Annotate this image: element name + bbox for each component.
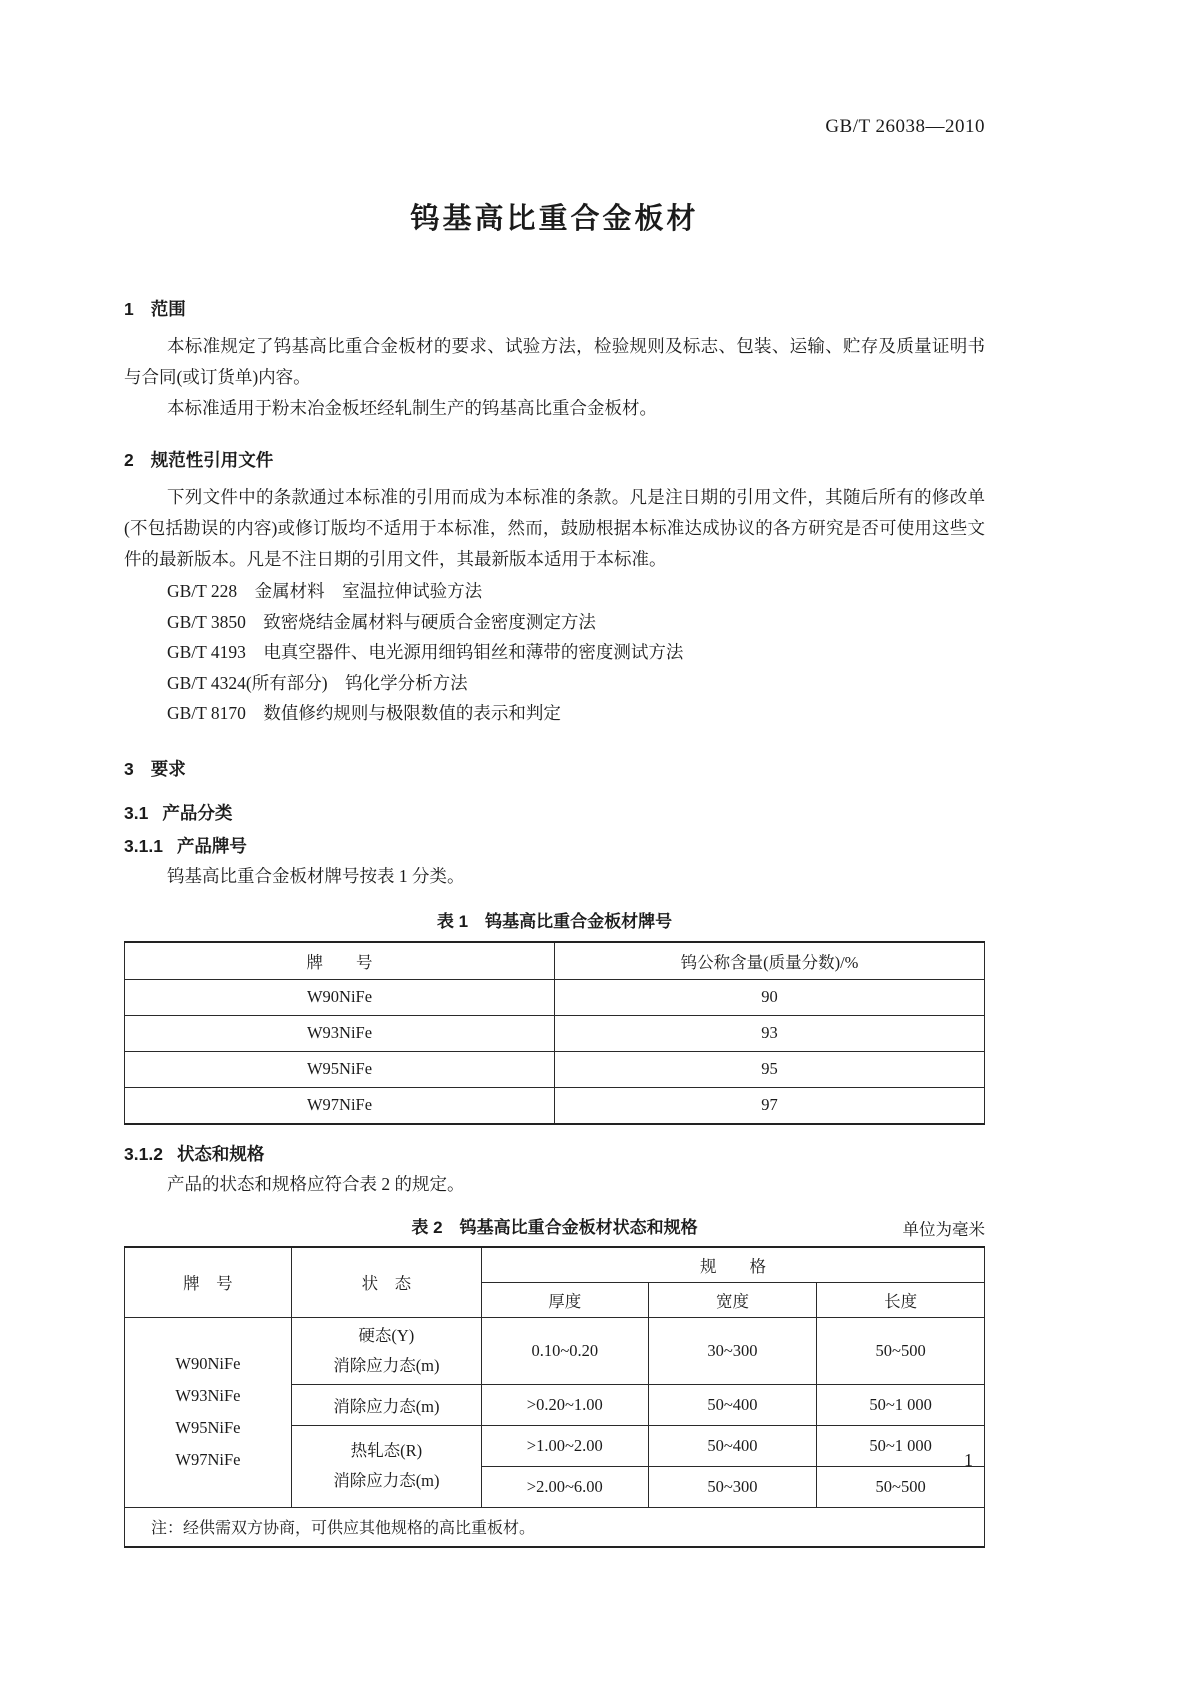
table-row [125, 979, 985, 1015]
table-2-col-state: 状 态 [291, 1247, 481, 1318]
width-cell: 50~300 [648, 1466, 817, 1507]
section-3-1-1-number: 3.1.1 [124, 835, 163, 856]
section-3-1-heading [124, 801, 985, 825]
section-3-1-1-paragraph: 钨基高比重合金板材牌号按表 1 分类。 [167, 865, 465, 886]
section-2-number: 2 [124, 450, 134, 470]
section-3-1-title: 产品分类 [162, 802, 233, 823]
state-line: 硬态(Y) [358, 1325, 415, 1345]
width-cell: 50~400 [648, 1425, 817, 1466]
table-1-header-row [125, 942, 985, 980]
reference-item: GB/T 228 金属材料 室温拉伸试验方法 [167, 581, 483, 601]
section-1-number: 1 [124, 299, 134, 319]
section-2-title: 规范性引用文件 [150, 450, 274, 470]
table-row [125, 1051, 985, 1087]
table-2-caption-row [124, 1213, 985, 1239]
section-3-1-2-title: 状态和规格 [176, 1143, 265, 1164]
table-2-note-row [125, 1507, 985, 1547]
thickness-cell: 0.10~0.20 [481, 1317, 648, 1384]
brand-cell: W97NiFe [125, 1087, 555, 1124]
thickness-cell: >2.00~6.00 [481, 1466, 648, 1507]
section-1-paragraph-1: 本标准规定了钨基高比重合金板材的要求、试验方法，检验规则及标志、包装、运输、贮存及质量证明书与合同(或订货单)内容。 [124, 336, 985, 387]
section-1-heading [124, 297, 985, 321]
brand-name: W95NiFe [175, 1418, 241, 1437]
table-2-unit-note: 单位为毫米 [902, 1219, 985, 1239]
normative-references-list [124, 576, 985, 729]
state-cell: 消除应力态(m) [291, 1384, 481, 1425]
table-1-col-brand: 牌 号 [125, 942, 555, 980]
reference-item: GB/T 8170 数值修约规则与极限数值的表示和判定 [167, 703, 561, 723]
section-2-paragraph-1: 下列文件中的条款通过本标准的引用而成为本标准的条款。凡是注日期的引用文件，其随后所有的修改单(不包括勘误的内容)或修订版均不适用于本标准，然而，鼓励根据本标准达成协议的各方研究是否可使用这些文件的最新版本。凡是不注日期的引用文件，其最新版本适用于本标准。 [124, 487, 985, 569]
state-cell [291, 1317, 481, 1384]
content-cell: 93 [555, 1015, 985, 1051]
brand-cell: W90NiFe [125, 979, 555, 1015]
length-cell: 50~1 000 [817, 1384, 985, 1425]
brand-cell: W95NiFe [125, 1051, 555, 1087]
thickness-cell: >1.00~2.00 [481, 1425, 648, 1466]
state-line: 消除应力态(m) [333, 1355, 440, 1375]
table-2-header-row-1 [125, 1247, 985, 1283]
content-cell: 97 [555, 1087, 985, 1124]
table-2-col-brand: 牌 号 [125, 1247, 292, 1318]
section-3-1-1-title: 产品牌号 [176, 835, 247, 856]
table-2-caption: 表 2 钨基高比重合金板材状态和规格 [411, 1217, 698, 1237]
table-row [125, 1015, 985, 1051]
length-cell: 50~500 [817, 1317, 985, 1384]
brand-name: W93NiFe [175, 1386, 241, 1405]
brand-cell: W93NiFe [125, 1015, 555, 1051]
content-cell: 95 [555, 1051, 985, 1087]
brand-name: W97NiFe [175, 1450, 241, 1469]
section-3-1-1-heading [124, 834, 985, 858]
brand-name: W90NiFe [175, 1354, 241, 1373]
brand-list-cell [125, 1317, 292, 1507]
section-3-1-2-paragraph: 产品的状态和规格应符合表 2 的规定。 [167, 1173, 465, 1194]
width-cell: 50~400 [648, 1384, 817, 1425]
content-cell: 90 [555, 979, 985, 1015]
state-line: 热轧态(R) [350, 1441, 423, 1460]
section-3-1-2-heading [124, 1142, 985, 1166]
table-1-col-content: 钨公称含量(质量分数)/% [555, 942, 985, 980]
table-2-col-length: 长度 [817, 1282, 985, 1317]
table-2-note: 注：经供需双方协商，可供应其他规格的高比重板材。 [125, 1507, 985, 1547]
standard-number: GB/T 26038—2010 [825, 116, 985, 137]
table-2-col-thickness: 厚度 [481, 1282, 648, 1317]
table-row [125, 1317, 985, 1384]
reference-item: GB/T 4193 电真空器件、电光源用细钨钼丝和薄带的密度测试方法 [167, 642, 684, 662]
reference-item: GB/T 4324(所有部分) 钨化学分析方法 [167, 672, 468, 693]
length-cell: 50~500 [817, 1466, 985, 1507]
section-1-paragraph-2: 本标准适用于粉末冶金板坯经轧制生产的钨基高比重合金板材。 [167, 398, 657, 418]
section-3-title: 要求 [150, 758, 186, 779]
table-2-col-spec: 规 格 [481, 1247, 984, 1283]
state-cell [291, 1425, 481, 1507]
reference-item: GB/T 3850 致密烧结金属材料与硬质合金密度测定方法 [167, 611, 596, 632]
page-number: 1 [964, 1450, 973, 1470]
section-2-heading [124, 448, 985, 472]
section-3-1-number: 3.1 [124, 802, 149, 823]
table-2-col-width: 宽度 [648, 1282, 817, 1317]
section-3-heading [124, 757, 985, 781]
width-cell: 30~300 [648, 1317, 817, 1384]
section-1-title: 范围 [150, 299, 186, 319]
table-row [125, 1087, 985, 1124]
table-2 [124, 1246, 985, 1548]
section-3-number: 3 [124, 758, 134, 779]
length-cell: 50~1 000 [817, 1425, 985, 1466]
thickness-cell: >0.20~1.00 [481, 1384, 648, 1425]
table-1 [124, 941, 985, 1125]
table-1-caption: 表 1 钨基高比重合金板材牌号 [436, 911, 673, 931]
document-title: 钨基高比重合金板材 [410, 203, 699, 235]
state-line: 消除应力态(m) [333, 1471, 440, 1490]
section-3-1-2-number: 3.1.2 [124, 1143, 163, 1164]
